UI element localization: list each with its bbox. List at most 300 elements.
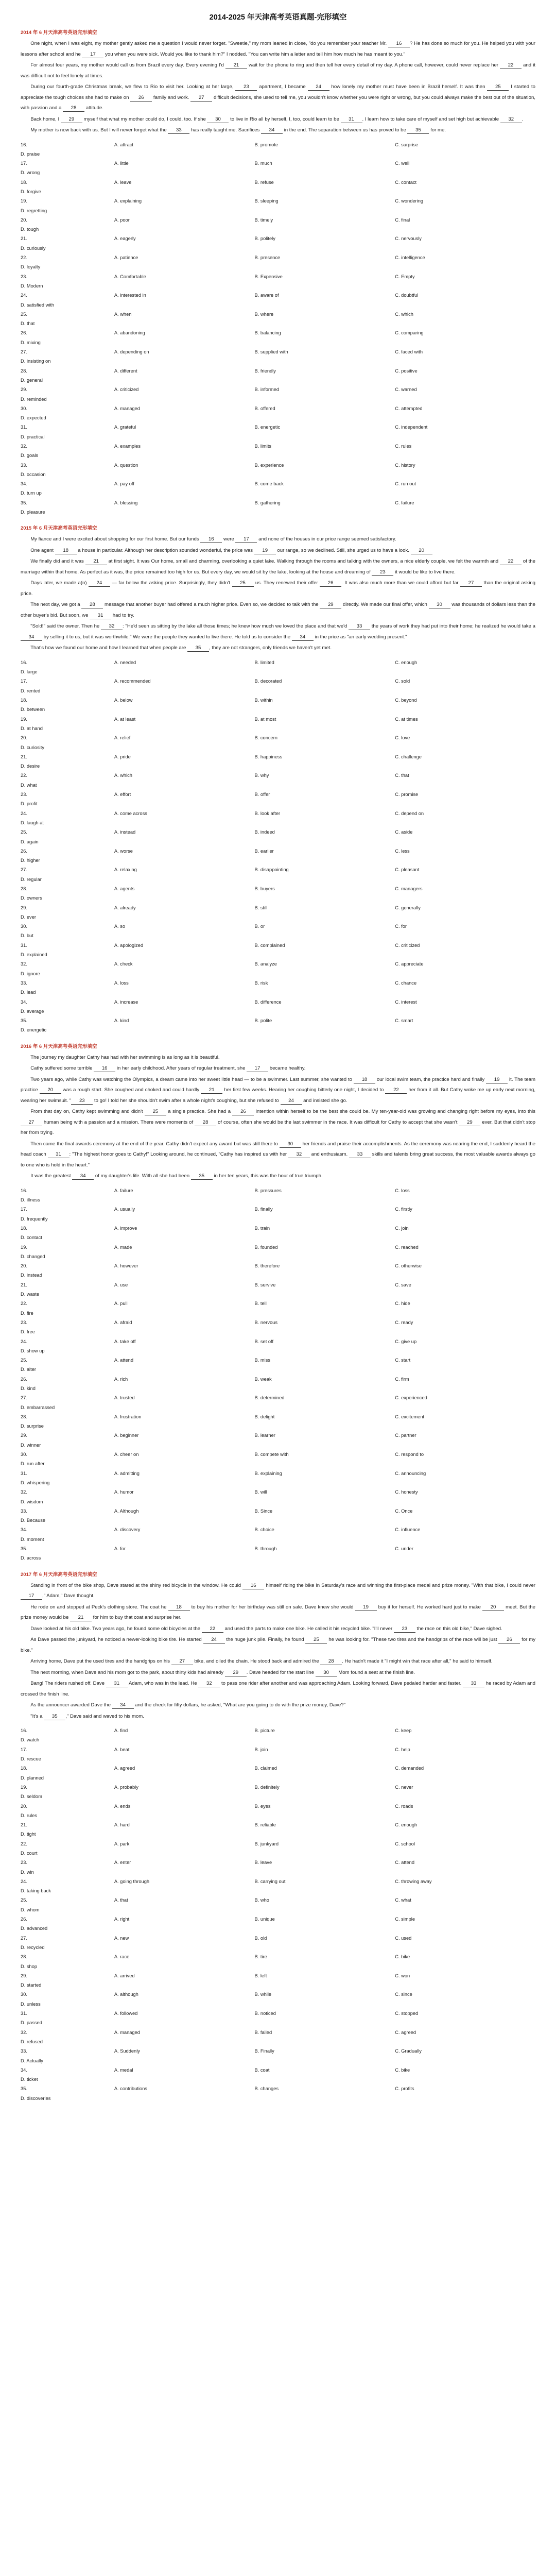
answer-option: C. stopped (395, 2011, 419, 2016)
answer-option: A. managed (114, 2029, 140, 2035)
answer-option: C. hide (395, 1301, 410, 1307)
blank-number: 29 (61, 116, 82, 123)
answer-option: D. waste (21, 1292, 40, 1297)
answer-option: A. cheer on (114, 1452, 139, 1458)
blank-number: 19 (355, 1604, 377, 1611)
answer-option: C. keep (395, 1728, 412, 1734)
sections-container (21, 28, 535, 2103)
answer-option: D. rules (21, 1812, 38, 1818)
answer-option: A. question (114, 462, 138, 468)
blank-number: 26 (498, 1637, 520, 1643)
answer-option: A. for (114, 1546, 126, 1552)
answer-option: A. frustration (114, 1414, 142, 1419)
answer-option: A. improve (114, 1225, 137, 1231)
passage-paragraph: As the announcer awarded Dave the 34 and the check for fifty dollars, he asked, "What are you going to do with the prize money, Dave?" (30, 1702, 345, 1708)
answer-option: D. Because (21, 1518, 46, 1523)
answer-option: D. free (21, 1329, 35, 1335)
option-row (21, 1802, 535, 1821)
cloze-section (21, 1570, 535, 2103)
answer-option: C. challenge (395, 754, 422, 759)
question-number: 25. (21, 1358, 27, 1363)
answer-option: D. reminded (21, 396, 47, 402)
answer-option: A. instead (114, 829, 136, 835)
answer-option: A. relaxing (114, 867, 137, 873)
option-row (21, 347, 535, 366)
answer-option: B. earlier (254, 848, 274, 854)
answer-option: C. school (395, 1841, 415, 1846)
blank-number: 20 (40, 1087, 61, 1094)
answer-option: B. eyes (254, 1803, 271, 1809)
option-row (21, 366, 535, 385)
question-number: 34. (21, 999, 27, 1005)
question-number: 16. (21, 659, 27, 665)
option-row (21, 1393, 535, 1412)
blank-number: 20 (411, 548, 432, 554)
option-row (21, 978, 535, 997)
option-row (21, 865, 535, 884)
passage-paragraph: Standing in front of the bike shop, Dave stared at the shiny red bicycle in the window. He could 16 himself riding the bike in Saturday's race and winning the first-place medal and prize money. "With that bike, I could never 17 ," Adam," Dave thought. (21, 1581, 535, 1602)
option-row (21, 310, 535, 329)
answer-option: B. much (254, 161, 272, 166)
question-number: 33. (21, 2048, 27, 2054)
answer-option: D. whispering (21, 1480, 50, 1485)
question-number: 21. (21, 236, 27, 242)
question-number: 23. (21, 1319, 27, 1325)
answer-option: D. satisfied with (21, 302, 55, 308)
question-number: 31. (21, 2011, 27, 2016)
answer-option: D. goals (21, 453, 39, 459)
answer-option: B. join (254, 1747, 268, 1752)
answer-option: C. depend on (395, 810, 424, 816)
option-row (21, 1299, 535, 1318)
answer-option: B. look after (254, 810, 281, 816)
answer-option: A. pay off (114, 481, 134, 487)
option-row (21, 959, 535, 978)
answer-option: D. tight (21, 1832, 36, 1837)
answer-option: A. poor (114, 217, 130, 223)
cloze-section (21, 28, 535, 517)
answer-option: D. curiously (21, 245, 46, 251)
options-list (21, 658, 535, 1035)
blank-number: 26 (130, 95, 152, 101)
blank-number: 34 (261, 127, 283, 134)
question-number: 21. (21, 1822, 27, 1828)
answer-option: A. failure (114, 1188, 133, 1193)
answer-option: D. wrong (21, 170, 40, 176)
answer-option: B. coat (254, 2067, 270, 2073)
answer-option: C. love (395, 735, 410, 741)
answer-option: C. Once (395, 1508, 413, 1514)
blank-number: 24 (308, 84, 329, 91)
answer-option: A. worse (114, 848, 133, 854)
answer-option: A. made (114, 1244, 132, 1250)
answer-option: C. enough (395, 1822, 418, 1828)
answer-option: A. leave (114, 179, 132, 185)
answer-option: D. between (21, 707, 45, 713)
blank-number: 27 (21, 1120, 42, 1126)
answer-option: D. tough (21, 227, 39, 232)
question-number: 35. (21, 500, 27, 505)
answer-option: C. surprise (395, 142, 419, 147)
option-row (21, 140, 535, 159)
option-row (21, 1469, 535, 1488)
passage-paragraph: We finally did and it was 21 at first sight. It was Our home, small and charming, overlooking a quiet lake. Walking through the rooms and talking with the owners, a nice elderly couple, we felt the warmth and 22 of the marriage within that home. As perfect as it was, the price remained too high for us. But every day, we would sit by the lake, looking at the house and dreaming of 23 it would be like to live there. (21, 558, 535, 575)
answer-option: A. blessing (114, 500, 138, 505)
answer-option: B. founded (254, 1244, 278, 1250)
blank-number: 27 (171, 1658, 193, 1665)
passage-paragraph: "Sold!" said the owner. Then he 32 : "He'd seen us sitting by the lake all those times; he knew how much we loved the place and that we'd 33 the years of work they had put into their home; he realized he would take a 34 by selling it to us, but it was worthwhile." We were the people they wanted to live there. He told us to consider the 34 in the price as "an early wedding present." (21, 621, 535, 642)
option-row (21, 658, 535, 677)
question-number: 17. (21, 1747, 27, 1752)
question-number: 18. (21, 1225, 27, 1231)
answer-option: B. aware of (254, 293, 279, 298)
answer-option: C. wondering (395, 198, 424, 204)
answer-option: D. run after (21, 1461, 45, 1467)
answer-option: B. energetic (254, 425, 281, 430)
question-number: 30. (21, 1992, 27, 1997)
answer-option: D. occasion (21, 471, 46, 477)
answer-option: B. leave (254, 1860, 272, 1866)
answer-option: C. smart (395, 1018, 413, 1024)
answer-option: D. but (21, 933, 33, 939)
question-number: 27. (21, 349, 27, 355)
answer-option: A. examples (114, 444, 141, 449)
blank-number: 21 (225, 62, 247, 69)
answer-option: A. increase (114, 999, 138, 1005)
answer-option: B. difference (254, 999, 282, 1005)
answer-option: D. kind (21, 1385, 36, 1391)
answer-option: A. come across (114, 810, 147, 816)
question-number: 34. (21, 481, 27, 487)
answer-option: C. honesty (395, 1489, 418, 1495)
answer-option: D. higher (21, 858, 40, 863)
answer-option: A. Although (114, 1508, 139, 1514)
blank-number: 20 (482, 1604, 504, 1611)
answer-option: A. agents (114, 886, 135, 891)
answer-option: D. contact (21, 1235, 42, 1241)
answer-option: B. offer (254, 792, 270, 798)
answer-option: A. Comfortable (114, 274, 146, 279)
passage-paragraph: The next day, we got a 28 message that another buyer had offered a much higher price. Even so, we decided to talk with the 29 directly. We made our final offer, which 30 was thousands of dollars less than the other buyer's bid. But soon, we 31 had to try. (21, 602, 535, 618)
option-row (21, 1544, 535, 1563)
answer-option: B. friendly (254, 368, 276, 374)
blank-number: 26 (320, 580, 341, 587)
blank-number: 33 (349, 623, 370, 630)
answer-option: A. at least (114, 716, 136, 722)
answer-option: D. across (21, 1555, 41, 1561)
answer-option: B. decorated (254, 679, 282, 684)
option-row (21, 1318, 535, 1337)
answer-option: D. explained (21, 952, 47, 958)
options-list (21, 1186, 535, 1563)
answer-option: D. large (21, 669, 38, 675)
answer-option: B. definitely (254, 1784, 280, 1790)
option-row (21, 1487, 535, 1506)
blank-number: 31 (48, 1151, 70, 1158)
answer-option: A. depending on (114, 349, 149, 355)
answer-option: C. respond to (395, 1452, 424, 1458)
option-row (21, 422, 535, 442)
answer-option: B. at most (254, 716, 276, 722)
answer-option: A. rich (114, 1376, 128, 1382)
blank-number: 18 (354, 1077, 375, 1083)
answer-option: C. roads (395, 1803, 413, 1809)
option-row (21, 884, 535, 903)
option-row (21, 234, 535, 253)
answer-option: D. praise (21, 151, 40, 157)
answer-option: A. loss (114, 980, 129, 986)
option-row (21, 903, 535, 922)
answer-option: B. why (254, 773, 269, 778)
passage-paragraph: Two years ago, while Cathy was watching the Olympics, a dream came into her sweet little head — to be a swimmer. Last summer, she wanted to 18 our local swim team, the practice hard and finally 19 it. The team practice 20 was a rough start. She coughed and choked and could hardly 21 her first few weeks. Hearing her coughing bitterly one night, I decided to 22 her from it all. But Cathy woke me up early next morning, wearing her swimsuit. " 23 to go! I told her she shouldn't swim after a whole night's coughing, but she refused to 24 and insisted she go. (21, 1076, 536, 1104)
answer-option: D. show up (21, 1348, 45, 1353)
question-number: 26. (21, 848, 27, 854)
blank-number: 28 (320, 1658, 342, 1665)
blank-number: 27 (190, 95, 212, 101)
question-number: 32. (21, 961, 27, 967)
answer-option: D. moment (21, 1536, 44, 1542)
passage-paragraph: The journey my daughter Cathy has had with her swimming is as long as it is beautiful. (30, 1054, 220, 1060)
answer-option: C. nervously (395, 236, 422, 242)
answer-option: B. compete with (254, 1452, 289, 1458)
answer-option: D. Actually (21, 2058, 43, 2063)
answer-option: B. concern (254, 735, 277, 741)
question-number: 32. (21, 1489, 27, 1495)
answer-option: C. Empty (395, 274, 415, 279)
question-number: 17. (21, 1207, 27, 1212)
passage-paragraph: It was the greatest 34 of my daughter's life. With all she had been 35 in her ten years, this was the hour of true triumph. (30, 1173, 323, 1179)
answer-option: A. interested in (114, 293, 146, 298)
answer-option: C. experienced (395, 1395, 427, 1401)
answer-option: A. contributions (114, 2086, 147, 2092)
answer-option: A. abandoning (114, 330, 145, 336)
option-row (21, 1745, 535, 1764)
answer-option: B. who (254, 1897, 269, 1903)
answer-option: B. old (254, 1935, 267, 1941)
question-number: 32. (21, 2029, 27, 2035)
question-number: 17. (21, 679, 27, 684)
answer-option: B. politely (254, 236, 275, 242)
answer-option: A. ends (114, 1803, 131, 1809)
answer-option: B. finally (254, 1207, 273, 1212)
question-number: 16. (21, 142, 27, 147)
answer-option: D. surprise (21, 1423, 44, 1429)
question-number: 29. (21, 1433, 27, 1438)
answer-option: C. beyond (395, 698, 417, 703)
answer-option: D. seldom (21, 1794, 42, 1800)
blank-number: 34 (292, 634, 314, 641)
answer-option: D. wisdom (21, 1499, 43, 1504)
option-row (21, 1506, 535, 1526)
question-number: 21. (21, 1282, 27, 1287)
passage-paragraph: My fiance and I were excited about shopping for our first home. But our funds 16 were 17 and none of the houses in our price range seemed satisfactory. (30, 536, 396, 543)
question-number: 22. (21, 255, 27, 261)
answer-option: D. ever (21, 914, 36, 920)
answer-option: A. attract (114, 142, 134, 147)
question-number: 23. (21, 1860, 27, 1866)
answer-option: D. desire (21, 764, 40, 769)
blank-number: 22 (385, 1087, 407, 1094)
answer-option: D. rescue (21, 1756, 41, 1762)
blank-number: 19 (254, 548, 276, 554)
answer-option: A. criticized (114, 387, 139, 393)
question-number: 18. (21, 698, 27, 703)
option-row (21, 1243, 535, 1262)
option-row (21, 1205, 535, 1224)
question-number: 24. (21, 1338, 27, 1344)
answer-option: D. advanced (21, 1926, 48, 1931)
answer-option: C. bike (395, 1954, 410, 1960)
blank-number: 21 (70, 1615, 92, 1621)
answer-option: D. alter (21, 1367, 36, 1372)
blank-number: 35 (44, 1714, 65, 1720)
option-row (21, 404, 535, 423)
answer-option: A. usually (114, 1207, 135, 1212)
option-row (21, 1355, 535, 1375)
option-row (21, 790, 535, 809)
option-row (21, 733, 535, 752)
option-row (21, 1224, 535, 1243)
answer-option: D. fire (21, 1310, 33, 1316)
blank-number: 33 (463, 1681, 484, 1687)
answer-option: C. bike (395, 2067, 410, 2073)
answer-option: C. appreciate (395, 961, 424, 967)
answer-option: A. patience (114, 255, 138, 261)
question-number: 25. (21, 1897, 27, 1903)
passage-paragraph: Bang! The riders rushed off. Dave 31 Adam, who was in the lead. He 32 to pass one rider after another and was approaching Adam. Looking forward, Dave pedaled harder and faster. 33 he raced by Adam and crossed the finish line. (21, 1681, 535, 1697)
answer-option: C. reached (395, 1244, 419, 1250)
option-row (21, 715, 535, 734)
blank-number: 22 (202, 1626, 223, 1633)
answer-option: A. afraid (114, 1319, 132, 1325)
answer-option: A. hard (114, 1822, 130, 1828)
answer-option: C. less (395, 848, 410, 854)
blank-number: 16 (388, 41, 410, 47)
question-number: 20. (21, 735, 27, 741)
answer-option: B. claimed (254, 1766, 277, 1771)
answer-option: C. attend (395, 1860, 414, 1866)
answer-option: D. frequently (21, 1216, 48, 1222)
answer-option: A. going through (114, 1878, 150, 1884)
question-number: 27. (21, 867, 27, 873)
answer-option: A. enter (114, 1860, 131, 1866)
option-row (21, 997, 535, 1016)
answer-option: D. instead (21, 1273, 42, 1278)
option-row (21, 1820, 535, 1839)
question-number: 35. (21, 1546, 27, 1552)
option-row (21, 752, 535, 771)
question-number: 19. (21, 198, 27, 204)
answer-option: A. explaining (114, 198, 142, 204)
answer-option: C. what (395, 1897, 411, 1903)
question-number: 16. (21, 1188, 27, 1193)
answer-option: D. practical (21, 434, 45, 439)
blank-number: 23 (71, 1098, 93, 1105)
question-number: 34. (21, 1527, 27, 1533)
answer-option: B. presence (254, 255, 281, 261)
question-number: 22. (21, 1841, 27, 1846)
question-number: 34. (21, 2067, 27, 2073)
answer-option: C. chance (395, 980, 417, 986)
answer-option: B. promote (254, 142, 279, 147)
option-row (21, 498, 535, 517)
option-row (21, 178, 535, 197)
answer-option: A. however (114, 1263, 138, 1269)
answer-option: A. Suddenly (114, 2048, 140, 2054)
answer-option: B. while (254, 1992, 272, 1997)
answer-option: B. offered (254, 405, 275, 411)
answer-option: C. throwing away (395, 1878, 432, 1884)
answer-option: A. little (114, 161, 129, 166)
answer-option: B. Since (254, 1508, 273, 1514)
answer-option: A. medal (114, 2067, 133, 2073)
blank-number: 32 (288, 1151, 310, 1158)
question-number: 31. (21, 425, 27, 430)
answer-option: D. whom (21, 1907, 40, 1912)
answer-option: B. supplied with (254, 349, 288, 355)
answer-option: B. polite (254, 1018, 272, 1024)
answer-option: C. sold (395, 679, 410, 684)
blank-number: 23 (235, 84, 257, 91)
answer-option: D. general (21, 377, 43, 383)
answer-option: C. agreed (395, 2029, 416, 2035)
blank-number: 32 (500, 116, 522, 123)
question-number: 18. (21, 1766, 27, 1771)
blank-number: 27 (460, 580, 482, 587)
option-row (21, 1934, 535, 1953)
answer-option: A. attend (114, 1358, 134, 1363)
option-row (21, 196, 535, 215)
answer-option: B. weak (254, 1376, 272, 1382)
question-number: 22. (21, 1301, 27, 1307)
answer-option: D. unless (21, 2001, 41, 2007)
answer-option: B. set off (254, 1338, 274, 1344)
question-number: 18. (21, 179, 27, 185)
answer-option: D. passed (21, 2020, 42, 2026)
answer-option: B. delight (254, 1414, 275, 1419)
passage-paragraph: One night, when I was eight, my mother gently asked me a question I would never forget. "Sweetie," my mom leaned in close, "do you remember your teacher Mr. 16 ? He has done so much for you. He helped you with your lessons after school and he 17 you when you were sick. Would you like to thank him?" I nodded. "You can write him a letter and tell him how much he has meant to you." (21, 41, 535, 57)
passage-paragraph: Dave looked at his old bike. Two years ago, he found some old bicycles at the 22 and used the parts to make one bike. He called it his recycled bike. "I'll never 23 the race on this old bike," Dave sighed. (30, 1625, 502, 1632)
answer-option: D. started (21, 1982, 42, 1988)
passage-paragraph: Back home, I 29 myself that what my mother could do, I could, too. If she 30 to live in Rio all by herself, I, too, could learn to be 31 . I learn how to take care of myself and set high but achievable 32 . (30, 116, 524, 122)
question-number: 30. (21, 1452, 27, 1458)
answer-option: C. simple (395, 1917, 415, 1922)
answer-option: A. when (114, 311, 132, 317)
blank-number: 25 (487, 84, 509, 91)
answer-option: C. influence (395, 1527, 421, 1533)
answer-option: A. park (114, 1841, 130, 1846)
option-row (21, 1337, 535, 1356)
passage-paragraph: Then came the final awards ceremony at the end of the year. Cathy didn't expect any award but was still there to 30 her friends and praise their accomplishments. As the ceremony was nearing the end, I suddenly heard the head coach 31 : "The highest honor goes to Cathy!" Looking around, he continued, "Cathy has inspired us with her 32 and enthusiasm. 33 skills and talents bring great success, the most valuable awards always go to one who is hold in the heart." (21, 1141, 535, 1168)
blank-number: 28 (81, 602, 103, 608)
answer-option: A. race (114, 1954, 130, 1960)
answer-option: C. at times (395, 716, 418, 722)
passage-paragraph: My mother is now back with us. But I will never forget what the 33 has really taught me. Sacrifices 34 in the end. The separation between us has proved to be 35 for me. (30, 127, 446, 133)
answer-option: D. regular (21, 876, 42, 882)
answer-option: B. come back (254, 481, 284, 487)
question-number: 26. (21, 1917, 27, 1922)
answer-option: A. that (114, 1897, 128, 1903)
answer-option: C. won (395, 1973, 410, 1978)
answer-option: D. again (21, 839, 39, 844)
blank-number: 25 (232, 580, 254, 587)
answer-option: B. timely (254, 217, 273, 223)
answer-option: A. beat (114, 1747, 130, 1752)
answer-option: B. buyers (254, 886, 275, 891)
question-number: 28. (21, 886, 27, 891)
blank-number: 17 (21, 1593, 42, 1600)
blank-number: 35 (407, 127, 429, 134)
